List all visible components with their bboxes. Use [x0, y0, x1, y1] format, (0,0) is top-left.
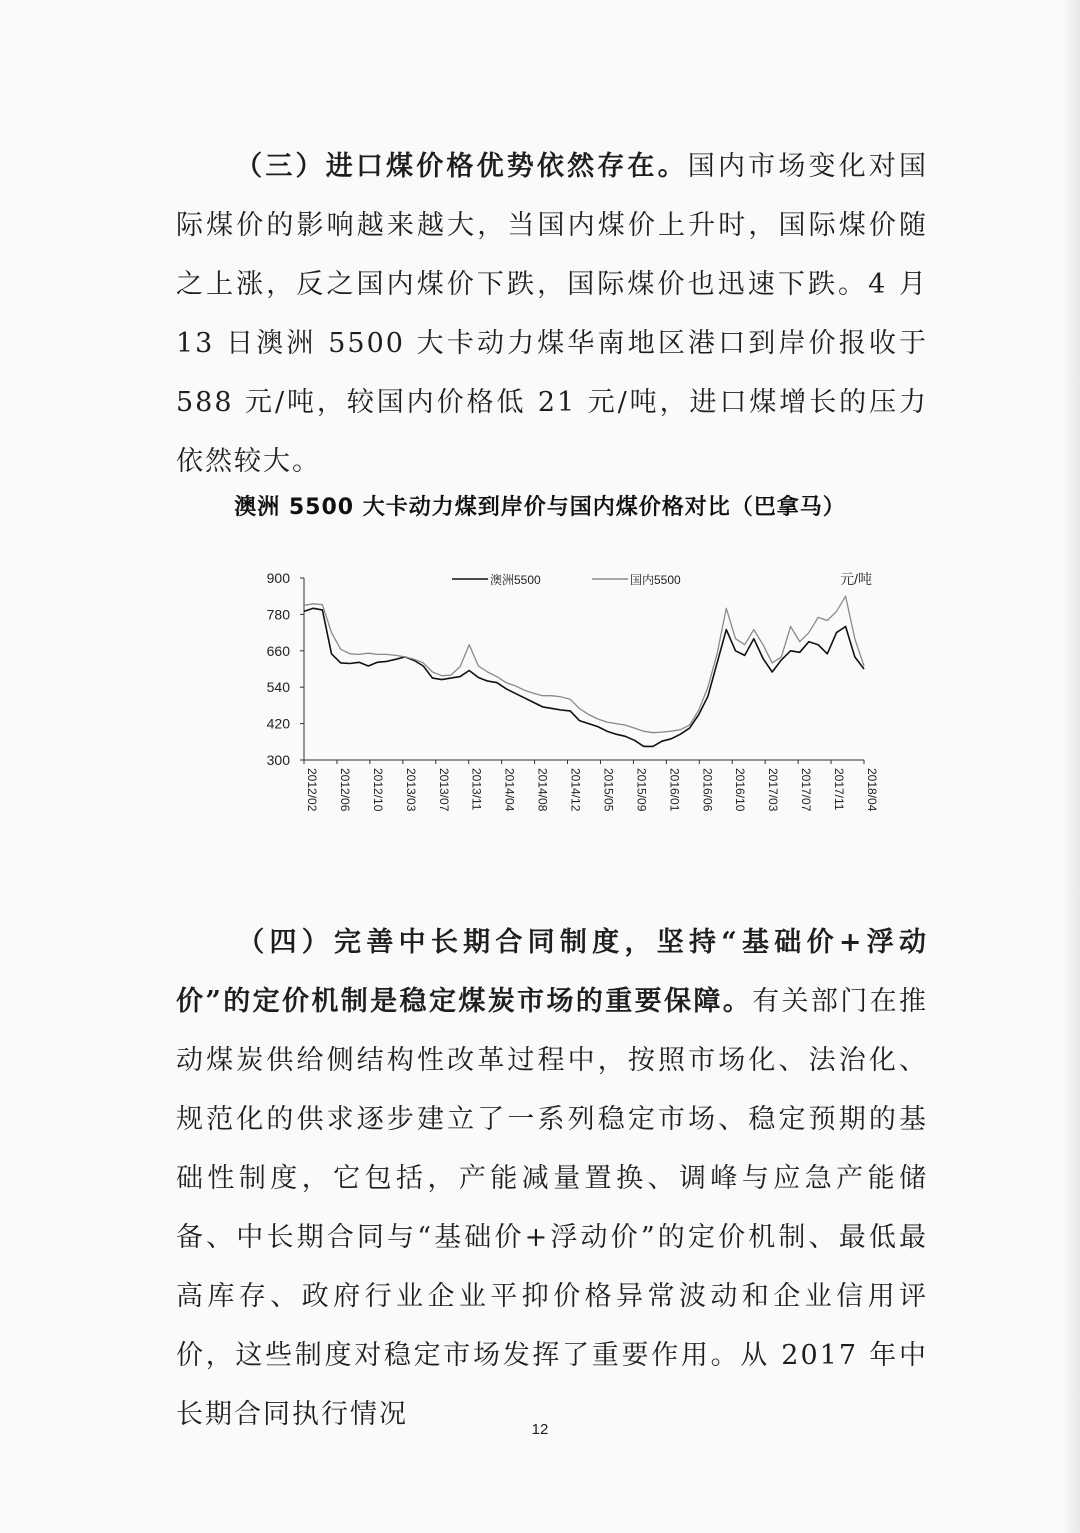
y-tick-label: 660: [266, 642, 290, 659]
x-tick-label: 2018/04: [865, 768, 879, 812]
y-tick-label: 780: [266, 606, 290, 623]
x-tick-label: 2016/10: [733, 768, 748, 812]
paragraph-body: 国内市场变化对国际煤价的影响越来越大，当国内煤价上升时，国际煤价随之上涨，反之国内煤价下跌，国际煤价也迅速下跌。4 月 13 日澳洲 5500 大卡动力煤华南地区港口到岸价报收于 588 元/吨，较国内价格低 21 元/吨，进口煤增长的压力依然较大。: [176, 151, 929, 477]
x-tick-label: 2014/08: [535, 768, 550, 812]
x-tick-label: 2014/12: [568, 768, 583, 812]
x-tick-label: 2016/01: [667, 768, 682, 812]
series-line-australia-5500: [304, 608, 864, 746]
x-tick-label: 2017/11: [832, 768, 847, 811]
x-tick-label: 2015/05: [601, 768, 616, 812]
chart-title: 澳洲 5500 大卡动力煤到岸价与国内煤价格对比（巴拿马）: [234, 495, 846, 520]
paragraph-long-term-contracts: [176, 913, 928, 1444]
y-tick-label: 420: [266, 715, 290, 732]
x-tick-label: 2015/09: [634, 768, 649, 812]
paragraph-heading: （四）完善中长期合同制度，坚持“基础价+浮动价”的定价机制是稳定煤炭市场的重要保障。: [176, 927, 928, 1017]
x-tick-label: 2012/10: [370, 768, 385, 812]
chart-plot: [267, 570, 879, 812]
x-tick-label: 2013/11: [469, 768, 484, 811]
y-tick-label: 900: [266, 570, 290, 586]
x-tick-label: 2017/03: [766, 768, 781, 812]
legend-label: 澳洲5500: [490, 573, 541, 587]
y-tick-label: 300: [266, 752, 290, 768]
legend-label: 国内5500: [630, 573, 681, 587]
unit-label: 元/吨: [840, 571, 872, 587]
series-line-domestic-5500: [304, 596, 864, 733]
x-tick-label: 2016/06: [700, 768, 715, 812]
x-tick-label: 2013/07: [436, 768, 451, 812]
x-tick-label: 2017/07: [799, 768, 814, 812]
x-tick-label: 2012/06: [337, 768, 352, 812]
paragraph-body: 有关部门在推动煤炭供给侧结构性改革过程中，按照市场化、法治化、规范化的供求逐步建立了一系列稳定市场、稳定预期的基础性制度，它包括，产能减量置换、调峰与应急产能储备、中长期合同与“基础价+浮动价”的定价机制、最低最高库存、政府行业企业平抑价格异常波动和企业信用评价，这些制度对稳定市场发挥了重要作用。从 2017 年中长期合同执行情况: [176, 986, 929, 1430]
x-tick-label: 2013/03: [403, 768, 418, 812]
paragraph-heading: （三）进口煤价格优势依然存在。: [234, 151, 688, 182]
y-tick-label: 540: [266, 679, 290, 696]
x-tick-label: 2014/04: [502, 768, 517, 812]
x-tick-label: 2012/02: [305, 768, 319, 812]
page-number: 12: [531, 1421, 549, 1438]
